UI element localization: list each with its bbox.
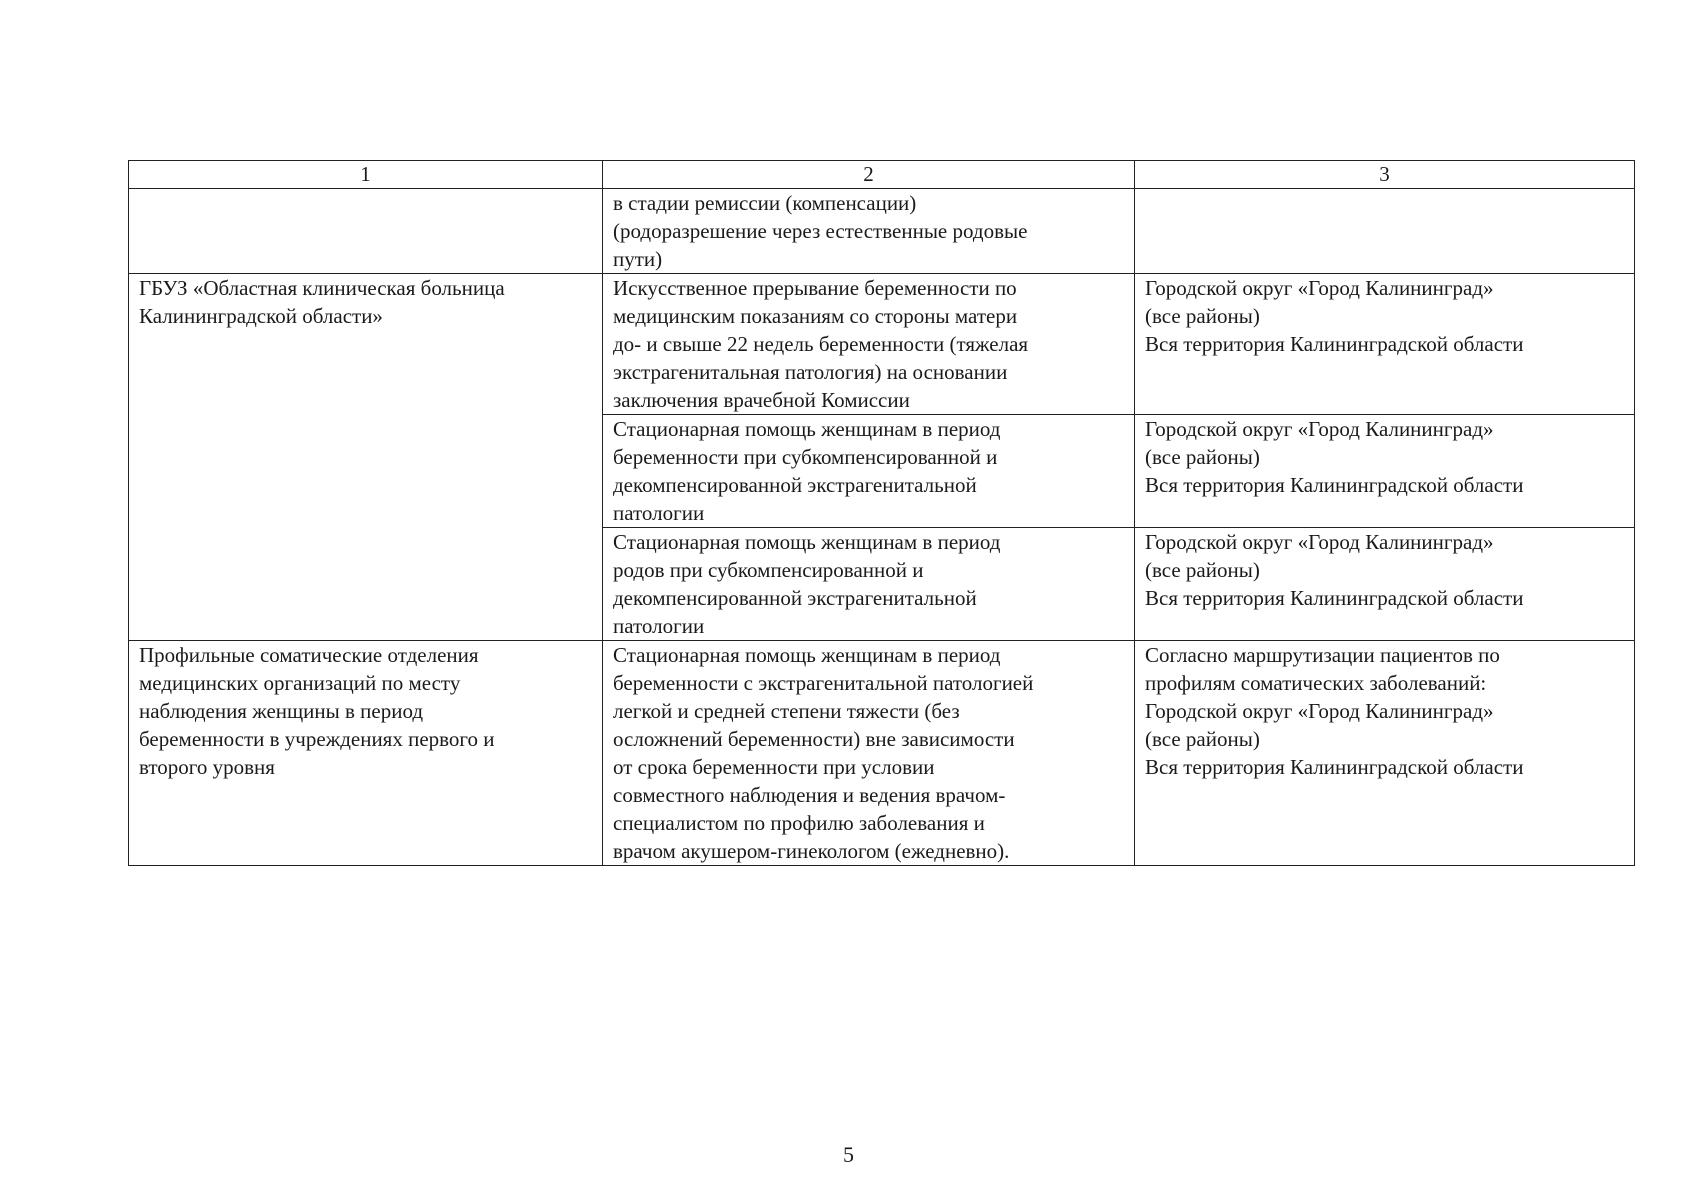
row0-col1 [129, 189, 603, 274]
cell-line: медицинским показаниям со стороны матери [613, 304, 1018, 328]
cell-line: легкой и средней степени тяжести (без [613, 699, 960, 723]
cell-line: Согласно маршрутизации пациентов по [1145, 643, 1500, 667]
cell-line: беременности при субкомпенсированной и [613, 445, 998, 469]
row1-col1 [129, 274, 603, 641]
cell-line: Стационарная помощь женщинам в период [613, 643, 1001, 667]
table-row [129, 189, 1635, 274]
row1-col3 [1135, 274, 1635, 415]
cell-line: Вся территория Калининградской области [1145, 755, 1524, 779]
cell-line: ГБУЗ «Областная клиническая больница [139, 276, 505, 300]
cell-line: Городской округ «Город Калининград» [1145, 417, 1494, 441]
cell-line: в стадии ремиссии (компенсации) [613, 191, 917, 215]
row3-col3 [1135, 528, 1635, 641]
cell-line: профилям соматических заболеваний: [1145, 671, 1487, 695]
row1-col2 [603, 274, 1135, 415]
cell-line: беременности с экстрагенитальной патологией [613, 671, 1034, 695]
cell-line: патологии [613, 614, 705, 638]
cell-line: Вся территория Калининградской области [1145, 586, 1524, 610]
cell-line: Профильные соматические отделения [139, 643, 479, 667]
cell-line: наблюдения женщины в период [139, 699, 424, 723]
row2-col3 [1135, 415, 1635, 528]
cell-line: Городской округ «Город Калининград» [1145, 276, 1494, 300]
cell-line: декомпенсированной экстрагенитальной [613, 586, 977, 610]
table-row [129, 641, 1635, 866]
row4-col2 [603, 641, 1135, 866]
cell-line: (все районы) [1145, 304, 1260, 328]
cell-line: специалистом по профилю заболевания и [613, 811, 985, 835]
cell-line: Стационарная помощь женщинам в период [613, 417, 1001, 441]
header-col-1: 1 [129, 161, 603, 189]
cell-line: (все районы) [1145, 727, 1260, 751]
row3-col2 [603, 528, 1135, 641]
cell-line: совместного наблюдения и ведения врачом- [613, 783, 1006, 807]
cell-line: врачом акушером-гинекологом (ежедневно). [613, 839, 1010, 863]
cell-line: заключения врачебной Комиссии [613, 388, 910, 412]
cell-line: Городской округ «Город Калининград» [1145, 699, 1494, 723]
cell-line: второго уровня [139, 755, 275, 779]
document-table [128, 160, 1635, 866]
cell-line: (все районы) [1145, 558, 1260, 582]
cell-line: до- и свыше 22 недель беременности (тяжелая [613, 332, 1029, 356]
row4-col1 [129, 641, 603, 866]
table-header-row [129, 161, 1635, 189]
header-col-3: 3 [1135, 161, 1635, 189]
cell-line: медицинских организаций по месту [139, 671, 461, 695]
row0-col3 [1135, 189, 1635, 274]
cell-line: беременности в учреждениях первого и [139, 727, 495, 751]
cell-line: Калининградской области» [139, 304, 383, 328]
cell-line: (родоразрешение через естественные родовые [613, 219, 1028, 243]
cell-line: родов при субкомпенсированной и [613, 558, 924, 582]
row4-col3 [1135, 641, 1635, 866]
cell-line: Городской округ «Город Калининград» [1145, 530, 1494, 554]
row0-col2 [603, 189, 1135, 274]
cell-line: пути) [613, 247, 663, 271]
page-number: 5 [843, 1142, 854, 1167]
cell-line: Стационарная помощь женщинам в период [613, 530, 1001, 554]
table-row [129, 274, 1635, 415]
cell-line: декомпенсированной экстрагенитальной [613, 473, 977, 497]
row2-col2 [603, 415, 1135, 528]
cell-line: патологии [613, 501, 705, 525]
cell-line: от срока беременности при условии [613, 755, 935, 779]
header-col-2: 2 [603, 161, 1135, 189]
cell-line: Вся территория Калининградской области [1145, 332, 1524, 356]
cell-line: (все районы) [1145, 445, 1260, 469]
cell-line: осложнений беременности) вне зависимости [613, 727, 1015, 751]
cell-line: Вся территория Калининградской области [1145, 473, 1524, 497]
cell-line: экстрагенитальная патология) на основании [613, 360, 1008, 384]
cell-line: Искусственное прерывание беременности по [613, 276, 1017, 300]
